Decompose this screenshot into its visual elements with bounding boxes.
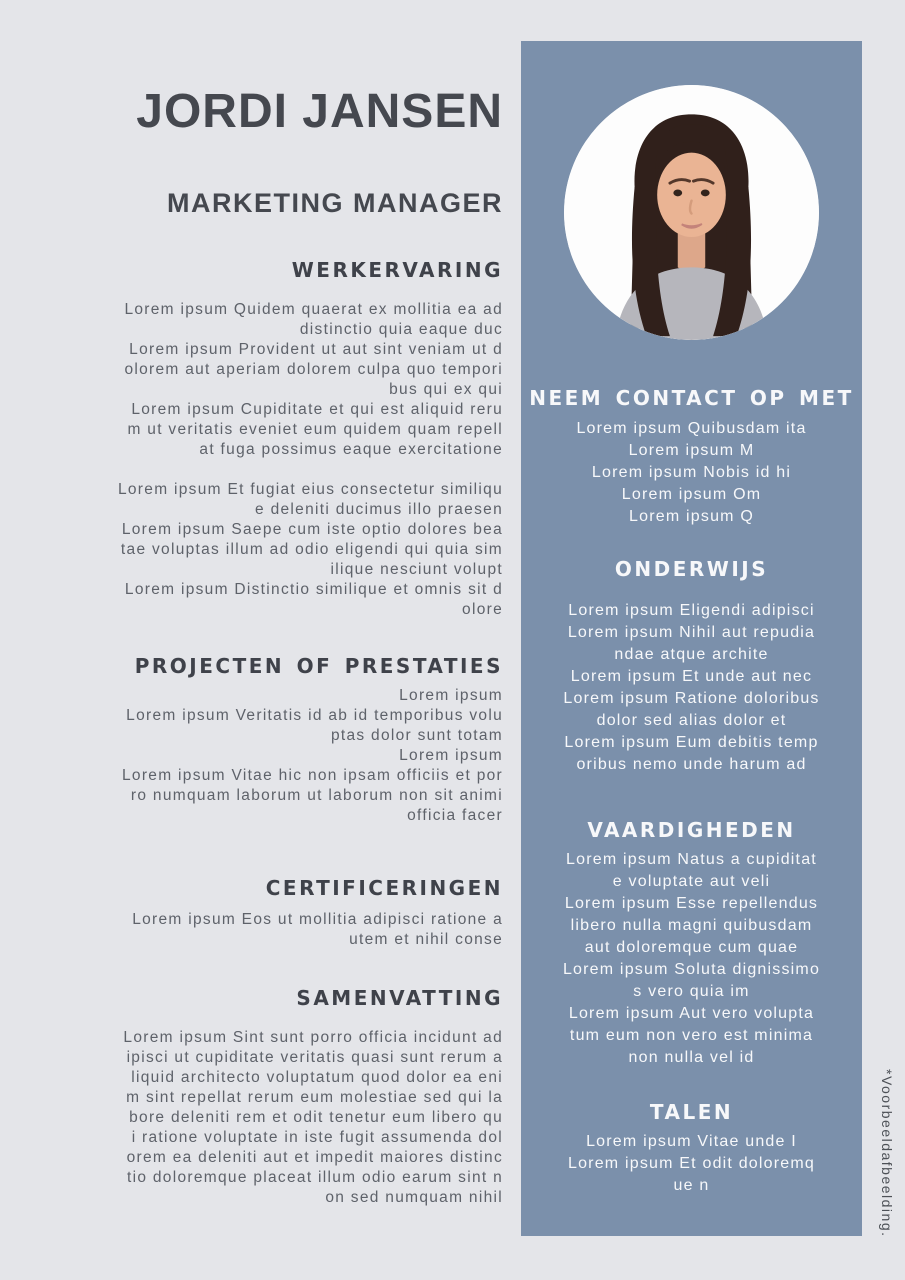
text-line: e voluptate aut veli [612, 873, 771, 890]
sidebar-section-talen [521, 1100, 862, 1197]
sidebar-heading-talen: TALEN [649, 1100, 734, 1124]
section-projecten-of-prestaties [30, 654, 503, 826]
text-line: Lorem ipsum Q [629, 508, 754, 525]
text-line: Lorem ipsum Esse repellendus [564, 895, 819, 912]
sidebar-section-body [521, 418, 862, 528]
text-line: oribus nemo unde harum ad [576, 756, 807, 773]
text-line: Lorem ipsum Aut vero volupta [568, 1005, 815, 1022]
sidebar-section-body [521, 1131, 862, 1197]
text-line: Lorem ipsum Nobis id hi [591, 464, 792, 481]
sidebar-heading-neem-contact-op-met: NEEM CONTACT OP MET [529, 386, 854, 410]
text-line: Lorem ipsum Soluta dignissimo [562, 961, 821, 978]
text-line: Lorem ipsum Eos ut mollitia adipisci ratione a [132, 911, 503, 928]
paragraph [30, 480, 503, 620]
text-line: Lorem ipsum Et odit doloremq [567, 1155, 816, 1172]
text-line: Lorem ipsum Saepe cum iste optio dolores bea [121, 521, 503, 538]
text-line: Lorem ipsum Cupiditate et qui est aliquid reru [131, 401, 503, 418]
section-heading-projecten-of-prestaties: PROJECTEN OF PRESTATIES [134, 654, 503, 678]
section-heading-samenvatting: SAMENVATTING [296, 986, 503, 1010]
watermark-vertical-text: *Voorbeeldafbeelding. [879, 1069, 895, 1238]
resume-main-column [30, 0, 503, 1280]
text-line: officia facer [407, 807, 503, 824]
text-line: ue n [673, 1177, 710, 1194]
text-line: dolor sed alias dolor et [596, 712, 787, 729]
text-line: non nulla vel id [628, 1049, 755, 1066]
text-line: Lorem ipsum Distinctio similique et omnis sit d [124, 581, 503, 598]
text-line: e deleniti ducimus illo praesen [255, 501, 503, 518]
text-line: m sint repellat rerum eum molestiae sed qui la [126, 1089, 503, 1106]
text-line: m ut veritatis eveniet eum quidem quam repell [127, 421, 503, 438]
text-line: Lorem ipsum Vitae hic non ipsam officiis et por [121, 767, 503, 784]
paragraph [30, 1028, 503, 1208]
text-line: libero nulla magni quibusdam [570, 917, 813, 934]
text-line: aut doloremque cum quae [584, 939, 799, 956]
text-line: at fuga possimus eaque exercitatione [199, 441, 503, 458]
text-line: Lorem ipsum Et unde aut nec [570, 668, 813, 685]
text-line: Lorem ipsum Provident ut aut sint veniam ut d [129, 341, 503, 358]
sidebar-heading-vaardigheden: VAARDIGHEDEN [587, 818, 796, 842]
text-line: olorem aut aperiam dolorem culpa quo tempori [124, 361, 503, 378]
text-line: Lorem ipsum [399, 687, 503, 704]
text-line: ro numquam laborum ut laborum non sit animi [130, 787, 503, 804]
sidebar-section-neem-contact-op-met [521, 386, 862, 528]
paragraph [30, 300, 503, 460]
text-line: tio doloremque placeat illum odio earum sint n [127, 1169, 503, 1186]
text-line: Lorem ipsum Quidem quaerat ex mollitia ea ad [124, 301, 503, 318]
text-line: Lorem ipsum Nihil aut repudia [567, 624, 816, 641]
text-line: Lorem ipsum Ratione doloribus [563, 690, 820, 707]
section-heading-werkervaring: WERKERVARING [291, 258, 503, 282]
sidebar-sections [521, 386, 862, 1197]
text-line: ipisci ut cupiditate veritatis quasi sunt rerum a [126, 1049, 503, 1066]
main-sections [30, 258, 503, 1208]
text-line: utem et nihil conse [349, 931, 503, 948]
sidebar-section-vaardigheden [521, 818, 862, 1069]
text-line: Lorem ipsum Om [621, 486, 762, 503]
text-line: i ratione voluptate in iste fugit assumenda dol [131, 1129, 503, 1146]
portrait-illustration [564, 85, 819, 340]
text-line: tae voluptas illum ad odio eligendi qui quia sim [120, 541, 503, 558]
text-line: Lorem ipsum Eligendi adipisci [568, 602, 815, 619]
text-line: Lorem ipsum Et fugiat eius consectetur similiqu [117, 481, 503, 498]
profile-photo [564, 85, 819, 340]
text-line: ilique nesciunt volupt [330, 561, 503, 578]
sidebar-section-body [521, 600, 862, 776]
section-certificeringen [30, 876, 503, 950]
text-line: olore [462, 601, 503, 618]
text-line: ndae atque archite [614, 646, 769, 663]
text-line: Lorem ipsum Sint sunt porro officia incidunt ad [123, 1029, 503, 1046]
resume-sidebar [521, 41, 862, 1236]
text-line: Lorem ipsum Quibusdam ita [576, 420, 807, 437]
section-werkervaring [30, 258, 503, 620]
text-line: Lorem ipsum Veritatis id ab id temporibus volu [126, 707, 503, 724]
text-line: on sed numquam nihil [325, 1189, 503, 1206]
sidebar-section-body [521, 849, 862, 1069]
section-samenvatting [30, 986, 503, 1208]
paragraph [30, 910, 503, 950]
paragraph [30, 686, 503, 826]
text-line: s vero quia im [633, 983, 750, 1000]
text-line: distinctio quia eaque duc [299, 321, 503, 338]
text-line: bore deleniti rem et odit tenetur eum libero qu [129, 1109, 503, 1126]
section-heading-certificeringen: CERTIFICERINGEN [265, 876, 503, 900]
text-line: orem ea deleniti aut et impedit maiores distinc [126, 1149, 503, 1166]
text-line: Lorem ipsum Vitae unde I [586, 1133, 797, 1150]
sidebar-heading-onderwijs: ONDERWIJS [614, 557, 769, 581]
text-line: ptas dolor sunt totam [330, 727, 503, 744]
text-line: liquid architecto voluptatum quod dolor ea eni [131, 1069, 503, 1086]
person-job-title: MARKETING MANAGER [167, 188, 503, 218]
text-line: Lorem ipsum Natus a cupiditat [566, 851, 817, 868]
sidebar-section-onderwijs [521, 557, 862, 776]
text-line: Lorem ipsum [399, 747, 503, 764]
person-name: JORDI JANSEN [136, 85, 503, 138]
text-line: bus qui ex qui [389, 381, 503, 398]
text-line: tum eum non vero est minima [569, 1027, 814, 1044]
text-line: Lorem ipsum M [628, 442, 755, 459]
text-line: Lorem ipsum Eum debitis temp [564, 734, 819, 751]
